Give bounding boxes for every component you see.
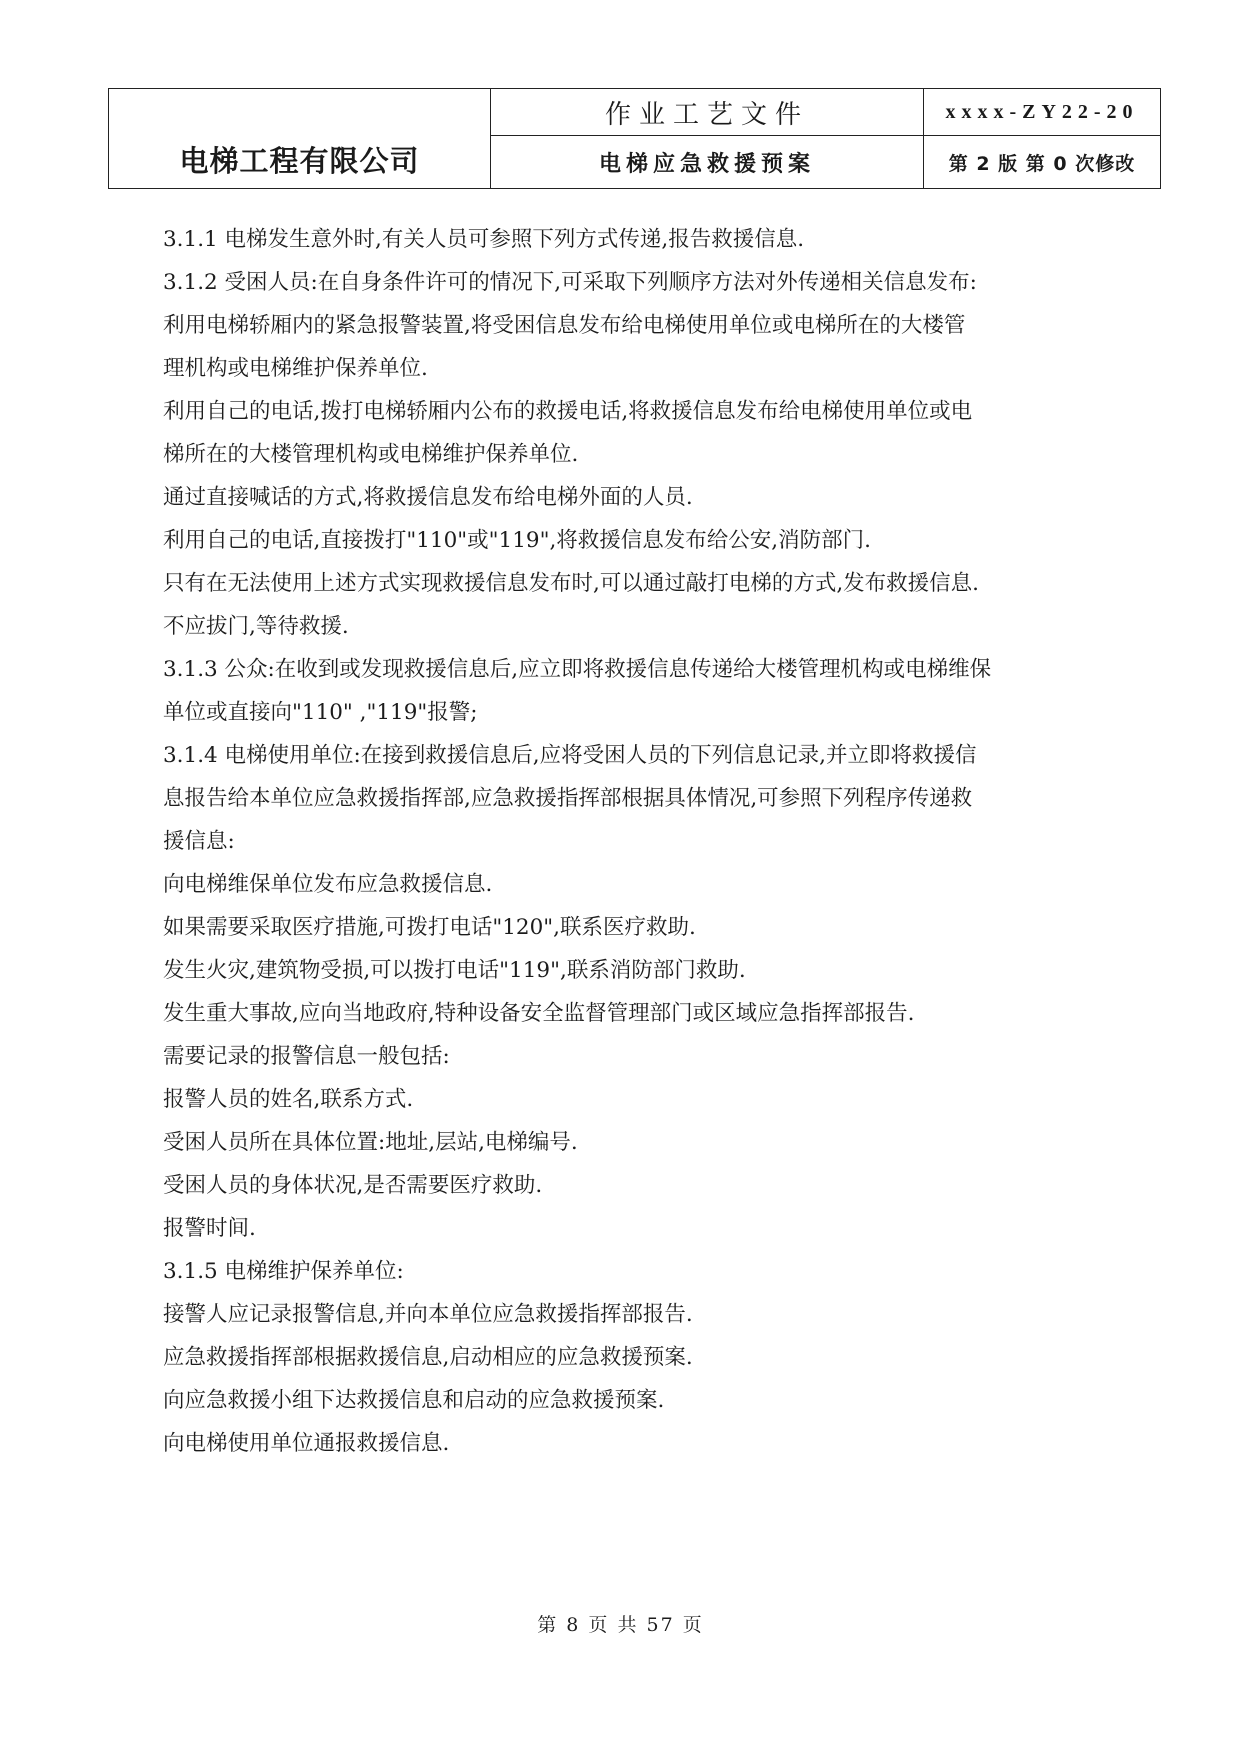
- document-header-table: [108, 88, 1161, 189]
- body-text-line: 只有在无法使用上述方式实现救援信息发布时,可以通过敲打电梯的方式,发布救援信息.: [163, 571, 980, 596]
- document-body: [163, 218, 1098, 1465]
- body-text-line: 发生火灾,建筑物受损,可以拨打电话"119",联系消防部门救助.: [163, 958, 746, 983]
- body-text-line: 不应拔门,等待救援.: [163, 614, 349, 639]
- version-info: 第 2 版 第 0 次修改: [924, 136, 1161, 189]
- body-text-line: 如果需要采取医疗措施,可拨打电话"120",联系医疗救助.: [163, 915, 696, 940]
- body-text-line: 3.1.1 电梯发生意外时,有关人员可参照下列方式传递,报告救援信息.: [163, 227, 805, 252]
- body-text-line: 息报告给本单位应急救援指挥部,应急救援指挥部根据具体情况,可参照下列程序传递救: [163, 786, 973, 811]
- body-text-line: 3.1.3 公众:在收到或发现救援信息后,应立即将救援信息传递给大楼管理机构或电梯维保: [163, 657, 992, 682]
- body-text-line: 受困人员的身体状况,是否需要医疗救助.: [163, 1173, 543, 1198]
- company-name: 电梯工程有限公司: [109, 89, 491, 189]
- document-title: 电梯应急救援预案: [491, 136, 924, 189]
- body-text-line: 报警时间.: [163, 1216, 256, 1241]
- body-text-line: 通过直接喊话的方式,将救援信息发布给电梯外面的人员.: [163, 485, 693, 510]
- body-text-line: 向应急救援小组下达救援信息和启动的应急救援预案.: [163, 1388, 665, 1413]
- body-text-line: 需要记录的报警信息一般包括:: [163, 1044, 450, 1069]
- body-text-line: 援信息:: [163, 829, 235, 854]
- body-text-line: 报警人员的姓名,联系方式.: [163, 1087, 414, 1112]
- document-code: xxxx-ZY22-20: [924, 89, 1161, 136]
- body-text-line: 受困人员所在具体位置:地址,层站,电梯编号.: [163, 1130, 578, 1155]
- page-number: 第 8 页 共 57 页: [537, 1614, 704, 1636]
- body-text-line: 利用电梯轿厢内的紧急报警装置,将受困信息发布给电梯使用单位或电梯所在的大楼管: [163, 313, 966, 338]
- body-text-line: 发生重大事故,应向当地政府,特种设备安全监督管理部门或区域应急指挥部报告.: [163, 1001, 915, 1026]
- body-text-line: 梯所在的大楼管理机构或电梯维护保养单位.: [163, 442, 579, 467]
- document-type: 作业工艺文件: [491, 89, 924, 136]
- body-text-line: 向电梯维保单位发布应急救援信息.: [163, 872, 493, 897]
- body-text-line: 单位或直接向"110" ,"119"报警;: [163, 700, 478, 725]
- body-text-line: 利用自己的电话,直接拨打"110"或"119",将救援信息发布给公安,消防部门.: [163, 528, 871, 553]
- body-text-line: 3.1.4 电梯使用单位:在接到救援信息后,应将受困人员的下列信息记录,并立即将救援信: [163, 743, 977, 768]
- body-text-line: 接警人应记录报警信息,并向本单位应急救援指挥部报告.: [163, 1302, 693, 1327]
- body-text-line: 理机构或电梯维护保养单位.: [163, 356, 428, 381]
- body-text-line: 应急救援指挥部根据救援信息,启动相应的应急救援预案.: [163, 1345, 693, 1370]
- body-text-line: 3.1.2 受困人员:在自身条件许可的情况下,可采取下列顺序方法对外传递相关信息发布:: [163, 270, 977, 295]
- body-text-line: 利用自己的电话,拨打电梯轿厢内公布的救援电话,将救援信息发布给电梯使用单位或电: [163, 399, 973, 424]
- body-text-line: 3.1.5 电梯维护保养单位:: [163, 1259, 404, 1284]
- body-text-line: 向电梯使用单位通报救援信息.: [163, 1431, 450, 1456]
